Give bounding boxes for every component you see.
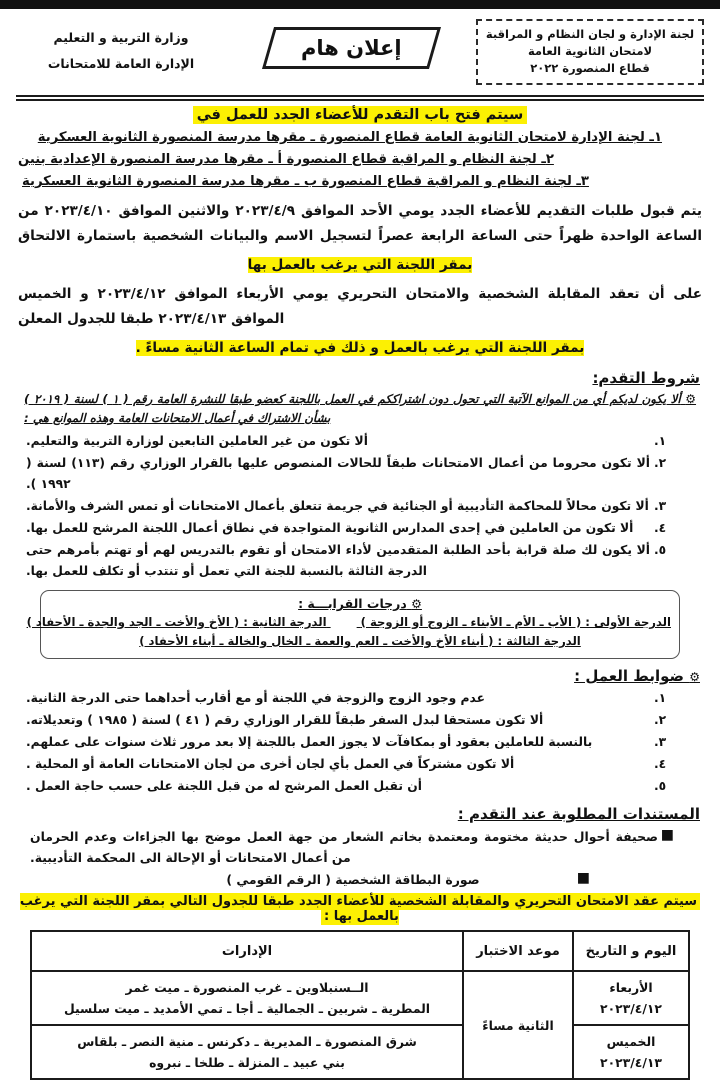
condition-item [26,540,676,582]
day-name-1: الأربعاء [609,980,653,995]
application-paragraph-text: يتم قبول طلبات التقديم للأعضاء الجدد يومي الأحد الموافق ٢٠٢٣/٤/٩ والاثنين الموافق ٢٠٢٣/٤/١٠ من الساعة الواحدة ظهراً حتى الساعة الرابعة عصراً لتسجيل الاسم والبيانات الشخصية باستمارة الالتحاق [18,203,702,244]
work-rule-text: بالنسبة للعاملين بعقود أو بمكافآت لا يجوز العمل باللجنة إلا بعد مرور ثلاث سنوات على عملهم. [26,735,593,749]
lead-statement [16,107,704,123]
kinship-heading [49,596,671,611]
application-paragraph [18,199,702,249]
administration-line: شرق المنصورة ـ المديرية ـ دكرنس ـ منية النصر ـ بلقاس [77,1034,417,1049]
top-black-bar [0,0,720,9]
administration-line: المطرية ـ شربين ـ الجمالية ـ أجا ـ تمي الأمديد ـ ميت سلسيل [63,1001,431,1016]
cell-exam-time: الثانية مساءً [463,971,573,1079]
document-item [30,826,676,868]
lead-highlight-text: سيتم فتح باب التقدم للأعضاء الجدد للعمل في [193,106,527,124]
condition-item [26,518,676,539]
gear-icon: ⚙ [689,670,700,684]
condition-text: ألا تكون من غير العاملين التابعين لوزارة التربية والتعليم. [26,434,368,448]
work-rule-index: ٣. [654,735,667,749]
committee-stamp-line-3: قطاع المنصورة ٢٠٢٢ [530,61,650,75]
condition-item [26,453,676,495]
kinship-third-degree: الدرجة الثالثة : ( أبناء الأخ والأخت ـ العم والعمة ـ الخال والخالة ـ أبناء الأحفاد ) [139,634,581,648]
work-rule-text: عدم وجود الزوج والزوجة في اللجنة أو مع أقارب أحداهما حتى الدرجة الثانية. [26,691,486,705]
announcement-title: إعلان هام [300,36,402,60]
column-header-administrations: الإدارات [31,931,463,971]
interview-paragraph [18,282,702,332]
committee-stamp-line-2: لامتحان الثانوية العامة [527,44,653,58]
day-date-2: ٢٠٢٣/٤/١٣ [600,1055,662,1070]
document-text: صورة البطاقة الشخصية ( الرقم القومي ) [226,872,480,887]
committee-stamp-box [476,19,704,85]
work-rules-list [26,688,676,797]
application-location-highlight: بمقر اللجنة التي يرغب بالعمل بها [247,257,473,273]
day-date-1: ٢٠٢٣/٤/١٢ [600,1001,662,1016]
administration-line: الــسنبلاوين ـ غرب المنصورة ـ ميت غمر [125,980,369,995]
work-rule-item [26,754,676,775]
work-rule-item [26,710,676,731]
committee-list [16,127,704,193]
condition-index: ٣. [654,499,667,513]
ministry-name: وزارة التربية و التعليم [53,30,189,45]
kinship-degrees-box [26,590,680,659]
gear-icon: ⚙ [411,597,422,611]
document-item [30,869,676,890]
condition-text: ألا تكون محروما من أعمال الامتحانات طبقاً للحالات المنصوص عليها بالقرار الوزاري رقم (١١٣) لسنة ( ١٩٩٢ ). [26,456,650,491]
interview-paragraph-text: على أن تعقد المقابلة الشخصية والامتحان التحريري يومي الأربعاء الموافق ٢٠٢٣/٤/١٢ و الخميس الموافق ٢٠٢٣/٤/١٣ طبقا للجدول المعلن [18,286,702,327]
condition-text: ألا يكون لك صلة قرابة بأحد الطلبة المتقدمين لأداء الامتحان أو تقوم بالتدريس لهم أو تهتم بأمرهم حتى الدرجة الثالثة بالنسبة للجنة التي تعمل أو تنتدب أو تكلف للعمل بها. [26,543,650,578]
conditions-intro-text: ألا يكون لديكم أي من الموانع الآتية التي تحول دون اشتراككم في العمل باللجنة كعضو طبقا للنشرة العامة رقم ( ١ ) لسنة ( ٢٠١٩ ) بشأن الاشتراك في أعمال الامتحانات العامة وهذه الموانع هي : [24,392,681,425]
committee-stamp-line-1: لجنة الإدارة و لجان النظام و المراقبة [485,27,695,41]
schedule-table-body [31,971,689,1079]
table-row [31,1025,689,1079]
work-rule-text: أن تقبل العمل المرشح له من قبل اللجنة على حسب حاجة العمل . [26,779,422,793]
cell-day-1 [573,971,689,1025]
administration-line: بني عبيد ـ المنزلة ـ طلخا ـ نبروه [149,1055,345,1070]
kinship-heading-text: درجات القرابـــة : [298,596,407,611]
condition-index: ٥. [654,543,667,557]
announcement-banner-wrap [236,19,466,69]
conditions-list [26,431,676,582]
bullet-icon: ■ [660,827,674,843]
kinship-line-1 [26,613,671,632]
kinship-second-degree: الدرجة الثانية : ( الأخ والأخت ـ الجد والجدة ـ الأحفاد ) [26,615,327,629]
interview-location-highlight: بمقر اللجنة التي يرغب بالعمل و ذلك في تمام الساعة الثانية مساءً . [135,340,585,356]
ministry-block [16,19,226,77]
schedule-table [30,930,690,1080]
table-row [31,971,689,1025]
work-rule-index: ٥. [654,779,667,793]
work-rules-heading [16,667,700,685]
condition-index: ٢. [654,456,667,470]
conditions-heading: شروط التقدم: [592,369,700,387]
work-rule-text: ألا تكون مشتركاً في العمل بأي لجان أخرى من لجان الامتحانات العامة أو المحلية . [26,757,515,771]
document-sheet [0,9,720,1070]
work-rule-text: ألا تكون مستحقا لبدل السفر طبقاً للقرار الوزاري رقم ( ٤١ ) لسنة ( ١٩٨٥ ) وتعديلاته. [26,713,544,727]
cell-day-2 [573,1025,689,1079]
committee-item-3: ٣ـ لجنة النظام و المراقبة قطاع المنصورة ب ـ مقرها مدرسة المنصورة الثانوية العسكرية [22,174,589,189]
work-rule-index: ٢. [654,713,667,727]
work-rule-index: ٤. [654,757,667,771]
condition-text: ألا تكون محالاً للمحاكمة التأديبية أو الجنائية في جريمة تتعلق بأعمال الامتحانات أو تمس الشرف والأمانة. [26,499,649,513]
committee-item-2: ٢ـ لجنة النظام و المراقبة قطاع المنصورة أ ـ مقرها مدرسة المنصورة الإعدادية بنين [18,152,554,167]
work-rule-item [26,688,676,709]
schedule-intro-line [18,894,702,924]
day-name-2: الخميس [606,1034,656,1049]
column-header-day: اليوم و التاريخ [573,931,689,971]
cell-administrations-1 [31,971,463,1025]
interview-location-line [18,336,702,361]
condition-index: ١. [654,434,667,448]
document-header [16,19,704,91]
application-location-line [18,253,702,278]
condition-text: ألا تكون من العاملين في إحدى المدارس الثانوية المتواجدة في نطاق أعمال اللجنة المرشح للعمل بها. [26,521,634,535]
header-divider [16,95,704,101]
committee-item-1: ١ـ لجنة الإدارة لامتحان الثانوية العامة قطاع المنصورة ـ مقرها مدرسة المنصورة الثانوية العسكرية [37,130,662,145]
table-header-row [31,931,689,971]
column-header-time: موعد الاختبار [463,931,573,971]
bullet-icon: ■ [576,870,590,886]
condition-item [26,496,676,517]
kinship-first-degree: الدرجة الأولى : ( الأب ـ الأم ـ الأبناء ـ الزوج أو الزوجة ) [360,615,671,629]
announcement-banner [262,27,441,69]
documents-heading: المستندات المطلوبة عند التقدم : [457,805,700,823]
cell-administrations-2 [31,1025,463,1079]
work-rule-index: ١. [654,691,667,705]
work-rules-heading-text: ضوابط العمل : [574,667,684,685]
schedule-intro-highlight: سيتم عقد الامتحان التحريري والمقابلة الشخصية للأعضاء الجدد طبقا للجدول التالي بمقر اللجنة التي يرغب بالعمل بها : [20,893,700,925]
schedule-table-head [31,931,689,971]
gear-icon: ⚙ [685,392,697,406]
condition-index: ٤. [654,521,667,535]
document-text: صحيفة أحوال حديثة مختومة ومعتمدة بخاتم الشعار من جهة العمل موضح بها الجزاءات وعدم الحرمان من أعمال الامتحانات أو الإحالة الى المحكمة التأديبية. [30,829,658,865]
work-rule-item [26,776,676,797]
documents-list [30,826,676,890]
condition-item [26,431,676,452]
department-name: الإدارة العامة للامتحانات [47,56,195,71]
conditions-intro [24,390,696,428]
work-rule-item [26,732,676,753]
